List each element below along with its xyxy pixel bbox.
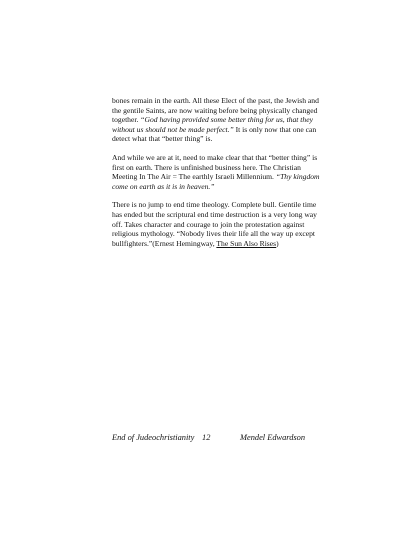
paragraph-3-run-1: There is no jump to end time theology. Complete bull. Gentile time has ended but the scriptural end time destruction is a very long way off. Takes character and courage to join the protestation against religious mythology. “Nobody lives their life all the way up except bullfighters.”(Ernest Hemingway, xyxy=(112,200,317,248)
body-text xyxy=(112,96,326,257)
footer-author: Mendel Edwardson xyxy=(240,433,306,442)
book-title: The Sun Also Rises xyxy=(216,238,277,248)
paragraph-1-run-1: bones remain in the earth. All these Elect of the past, the Jewish and the gentile Saints, are now waiting before being physically changed together. xyxy=(112,96,319,125)
footer-page-number: 12 xyxy=(202,433,211,442)
paragraph-2-quote: “Thy kingdom come on earth as it is in heaven.” xyxy=(112,172,320,191)
paragraph-3 xyxy=(112,200,326,248)
paragraph-1-run-3: It is only now that one can detect what that “better thing” is. xyxy=(112,124,317,144)
paragraph-1-quote: “God having provided some better thing for us, that they without us should not be made perfect.” xyxy=(112,115,313,134)
footer-title: End of Judeochristianity xyxy=(112,433,195,442)
paragraph-2 xyxy=(112,153,326,191)
paragraph-2-run-1: And while we are at it, need to make clear that that “better thing” is first on earth. There is unfinished business here. The Christian Meeting In The Air = The earthly Israeli Millennium. xyxy=(112,152,318,182)
paragraph-3-run-3: ) xyxy=(276,238,279,248)
paragraph-1 xyxy=(112,96,326,144)
